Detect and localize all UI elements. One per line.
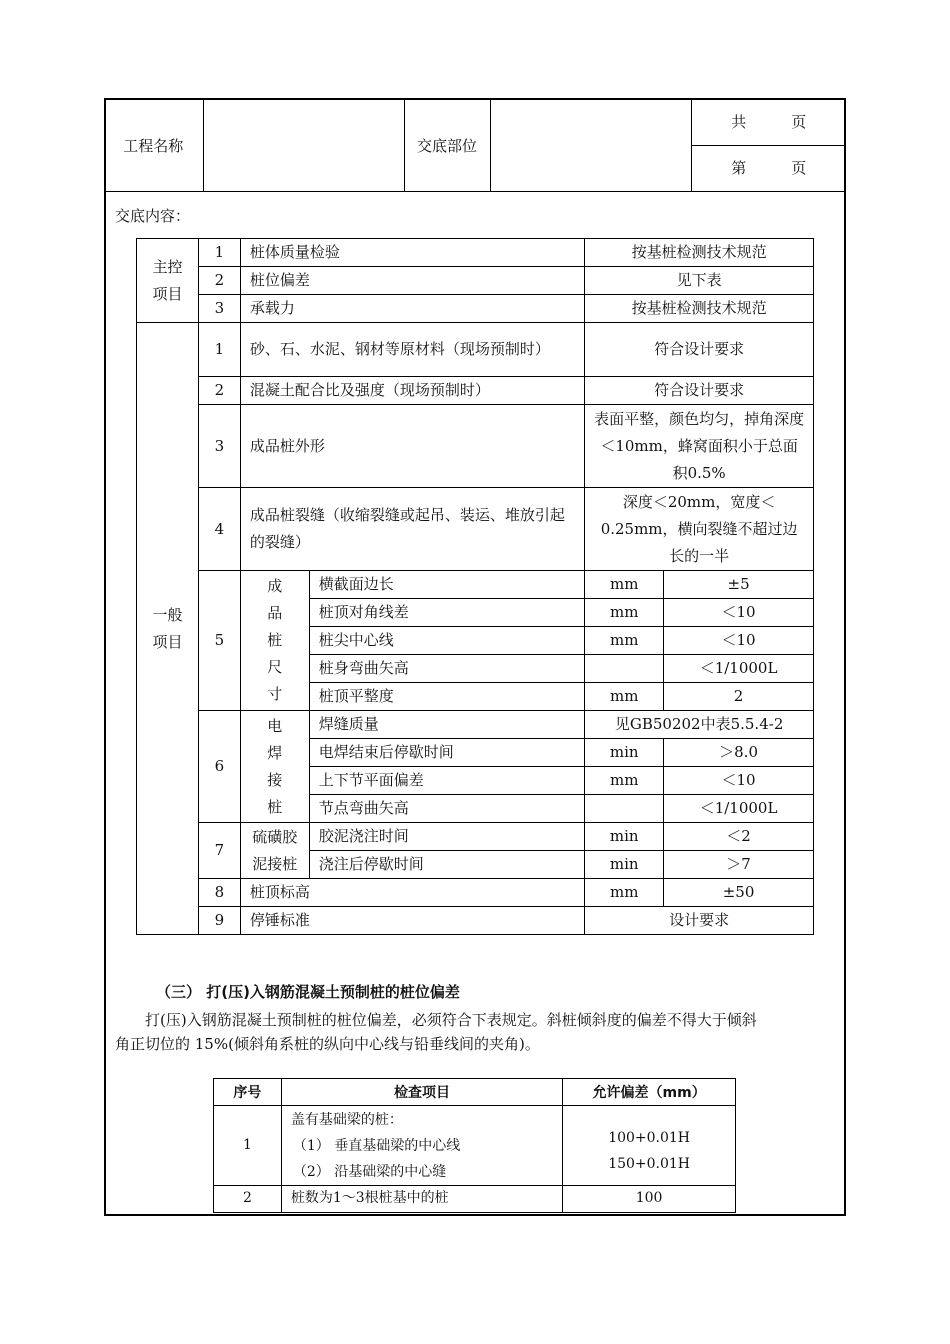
item-name: 成品桩外形 — [240, 405, 584, 488]
item-no: 9 — [198, 907, 240, 935]
sub-item-name: 桩身弯曲矢高 — [309, 655, 585, 683]
sub-item-value: ±5 — [664, 571, 814, 599]
general-label-1: 一般 — [152, 605, 183, 624]
item5-subgroup — [240, 571, 309, 711]
sub-item-value: ＞8.0 — [664, 739, 814, 767]
subgroup-line: 泥接桩 — [252, 854, 298, 873]
section-para-line2: 角正切位的 15%(倾斜角系桩的纵向中心线与铅垂线间的夹角)。 — [115, 1035, 540, 1053]
sub-item-value: ＜2 — [664, 823, 814, 851]
sub-item-name: 横截面边长 — [309, 571, 585, 599]
sub-item-value: ＜1/1000L — [664, 795, 814, 823]
subgroup-char: 品 — [267, 604, 283, 622]
row-tolerance — [563, 1106, 736, 1186]
sub-item-unit: mm — [585, 879, 664, 907]
subgroup-char: 寸 — [267, 685, 283, 703]
item-name: 混凝土配合比及强度（现场预制时） — [240, 377, 584, 405]
col-header-tolerance: 允许偏差（mm） — [563, 1079, 736, 1106]
general-label-2: 项目 — [152, 632, 183, 651]
row-item-line: 盖有基础梁的桩： — [290, 1111, 403, 1128]
item6-subgroup — [240, 711, 309, 823]
row-no: 2 — [214, 1186, 282, 1213]
sub-item-unit: mm — [585, 767, 664, 795]
item-name: 桩体质量检验 — [240, 239, 584, 267]
project-name-field[interactable] — [203, 99, 404, 192]
row-item-line: （1） 垂直基础梁的中心线 — [292, 1137, 461, 1154]
total-pages: 共 页 — [692, 100, 847, 146]
subgroup-char: 桩 — [267, 797, 283, 816]
sub-item-unit: mm — [585, 571, 664, 599]
row-item — [281, 1106, 562, 1186]
item-name: 承载力 — [240, 295, 584, 323]
sub-item-unit: min — [585, 739, 664, 767]
page-count-cell — [691, 99, 846, 192]
sub-item-value: ＜10 — [664, 767, 814, 795]
item-requirement: 见下表 — [585, 267, 814, 295]
item7-subgroup — [240, 823, 309, 879]
item-no: 1 — [198, 323, 240, 377]
tolerance-value: 100+0.01H — [608, 1129, 691, 1146]
subgroup-char: 焊 — [267, 743, 283, 762]
main-control-label-2: 项目 — [152, 284, 183, 303]
section-title: （三） 打(压)入钢筋混凝土预制桩的桩位偏差 — [156, 983, 460, 1001]
general-group — [137, 323, 199, 935]
sub-item-name: 桩顶平整度 — [309, 683, 585, 711]
sub-item-value: ＜1/1000L — [664, 655, 814, 683]
item-no: 8 — [198, 879, 240, 907]
subgroup-char: 成 — [267, 577, 283, 595]
item-name: 砂、石、水泥、钢材等原材料（现场预制时） — [240, 323, 584, 377]
sub-item-value: 2 — [664, 683, 814, 711]
row-tolerance: 100 — [563, 1186, 736, 1213]
header-table — [104, 98, 846, 192]
sub-item-value: 见GB50202中表5.5.4-2 — [585, 711, 814, 739]
item-name: 桩位偏差 — [240, 267, 584, 295]
handover-part-field[interactable] — [490, 99, 691, 192]
sub-item-name: 电焊结束后停歇时间 — [309, 739, 585, 767]
row-item: 桩数为1～3根桩基中的桩 — [281, 1186, 562, 1213]
subgroup-char: 接 — [267, 770, 283, 789]
sub-item-unit: mm — [585, 599, 664, 627]
item-requirement: 表面平整，颜色均匀，掉角深度＜10mm，蜂窝面积小于总面积0.5% — [585, 405, 814, 488]
sub-item-value: ＜10 — [664, 599, 814, 627]
page-number: 第 页 — [731, 159, 807, 177]
item-no: 2 — [198, 267, 240, 295]
content-label: 交底内容： — [115, 207, 191, 225]
sub-item-name: 浇注后停歇时间 — [309, 851, 585, 879]
project-name-label: 工程名称 — [104, 99, 203, 192]
col-header-item: 检查项目 — [281, 1079, 562, 1106]
item-requirement: 深度＜20mm，宽度＜0.25mm，横向裂缝不超过边长的一半 — [585, 488, 814, 571]
main-control-group — [137, 239, 199, 323]
sub-item-name: 胶泥浇注时间 — [309, 823, 585, 851]
item-no: 7 — [198, 823, 240, 879]
sub-item-unit: min — [585, 823, 664, 851]
subgroup-char: 桩 — [267, 631, 283, 649]
sub-item-name: 焊缝质量 — [309, 711, 585, 739]
item-no: 5 — [198, 571, 240, 711]
row-item-line: （2） 沿基础梁的中心缝 — [292, 1163, 447, 1180]
item-no: 1 — [198, 239, 240, 267]
quality-table — [136, 238, 814, 935]
item-name: 桩顶标高 — [240, 879, 584, 907]
item-requirement: 符合设计要求 — [585, 377, 814, 405]
col-header-no: 序号 — [214, 1079, 282, 1106]
row-no: 1 — [214, 1106, 282, 1186]
sub-item-value: ±50 — [664, 879, 814, 907]
sub-item-name: 桩顶对角线差 — [309, 599, 585, 627]
sub-item-unit: mm — [585, 627, 664, 655]
subgroup-line: 硫磺胶 — [252, 827, 298, 846]
subgroup-char: 尺 — [267, 658, 283, 676]
item-no: 6 — [198, 711, 240, 823]
item-name: 成品桩裂缝（收缩裂缝或起吊、装运、堆放引起的裂缝） — [240, 488, 584, 571]
tolerance-value: 150+0.01H — [608, 1155, 691, 1172]
sub-item-name: 节点弯曲矢高 — [309, 795, 585, 823]
sub-item-name: 上下节平面偏差 — [309, 767, 585, 795]
item-no: 2 — [198, 377, 240, 405]
handover-part-label: 交底部位 — [404, 99, 490, 192]
sub-item-value: ＜10 — [664, 627, 814, 655]
item-requirement: 符合设计要求 — [585, 323, 814, 377]
sub-item-unit: mm — [585, 683, 664, 711]
sub-item-unit: min — [585, 851, 664, 879]
sub-item-name: 桩尖中心线 — [309, 627, 585, 655]
sub-item-unit — [585, 795, 664, 823]
item-name: 停锤标准 — [240, 907, 584, 935]
deviation-table — [213, 1078, 736, 1213]
item-no: 3 — [198, 405, 240, 488]
section-para-line1: 打(压)入钢筋混凝土预制桩的桩位偏差，必须符合下表规定。斜桩倾斜度的偏差不得大于倾斜 — [145, 1011, 757, 1029]
main-control-label-1: 主控 — [152, 257, 183, 276]
subgroup-char: 电 — [267, 716, 283, 735]
item-requirement: 按基桩检测技术规范 — [585, 239, 814, 267]
sub-item-unit — [585, 655, 664, 683]
item-no: 3 — [198, 295, 240, 323]
item-requirement: 按基桩检测技术规范 — [585, 295, 814, 323]
item-requirement: 设计要求 — [585, 907, 814, 935]
item-no: 4 — [198, 488, 240, 571]
sub-item-value: ＞7 — [664, 851, 814, 879]
